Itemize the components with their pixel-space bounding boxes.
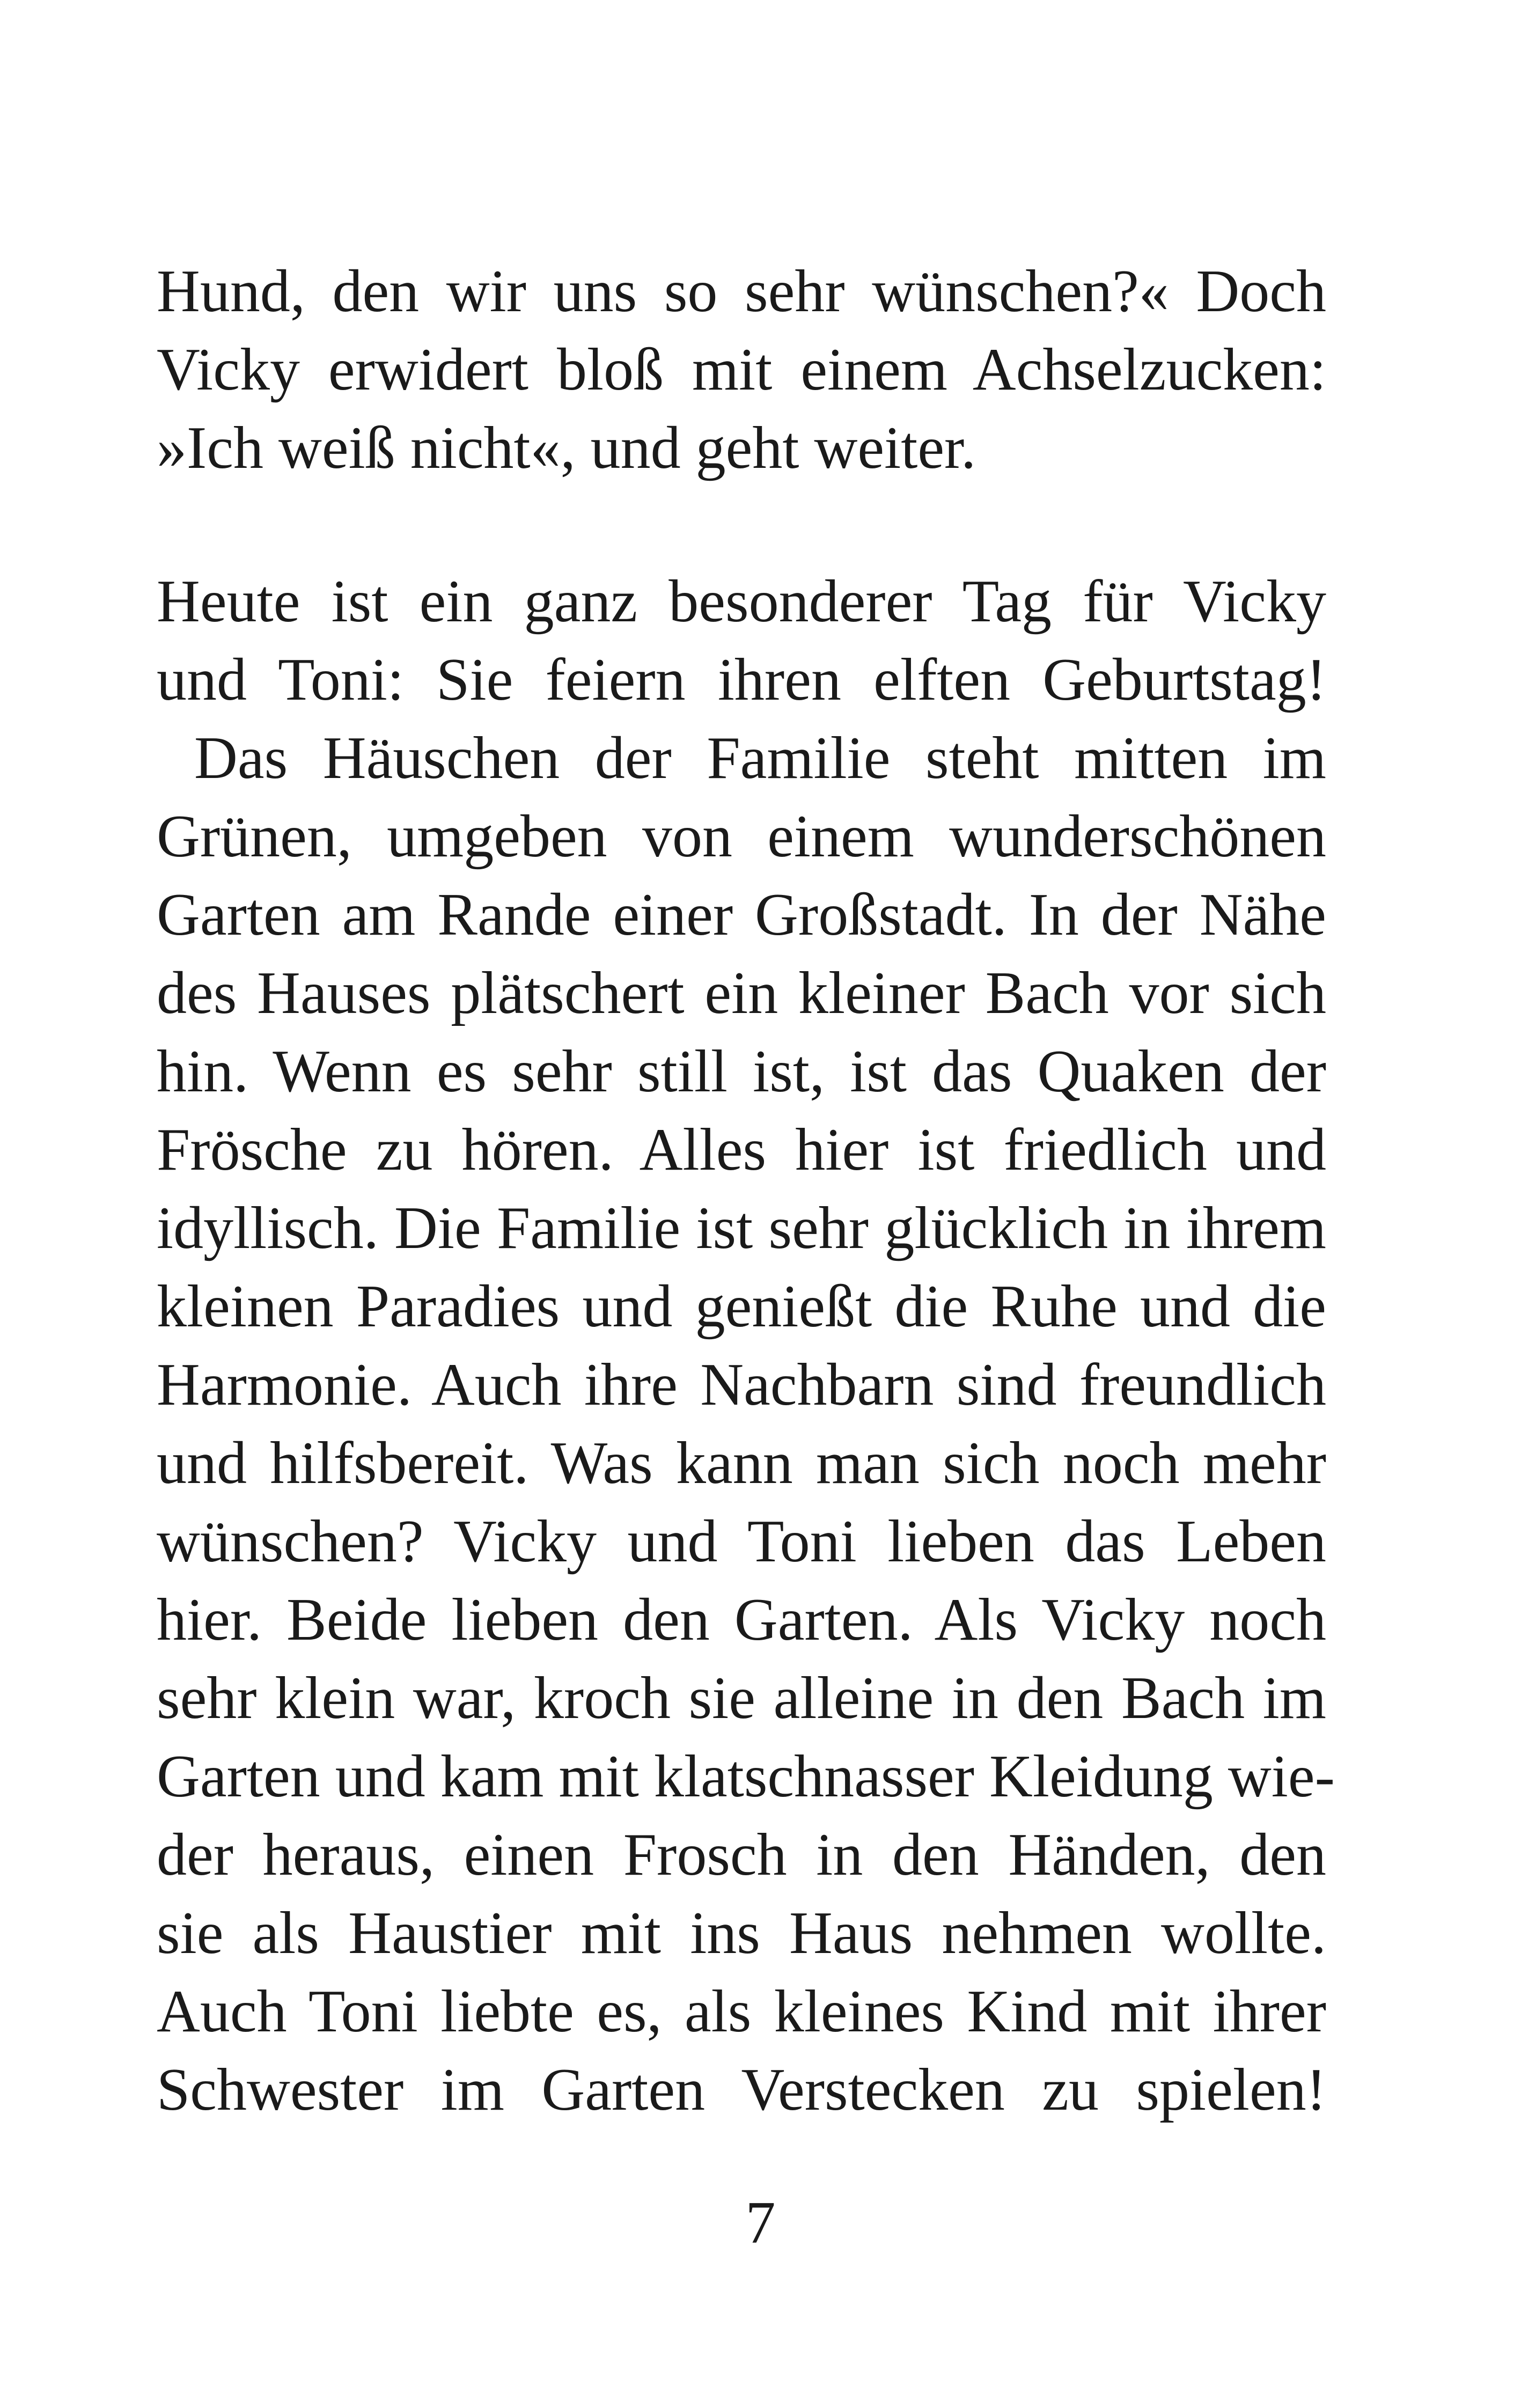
text-line: Schwester im Garten Verstecken zu spielen! [157, 2057, 1326, 2123]
text-line: des Hauses plätschert ein kleiner Bach vor sich [157, 960, 1326, 1026]
text-line: und Toni: Sie feiern ihren elften Geburtstag! [157, 647, 1326, 713]
text-line: Vicky erwidert bloß mit einem Achselzucken: [157, 336, 1326, 403]
text-line: Auch Toni liebte es, als kleines Kind mit ihrer [157, 1978, 1326, 2045]
text-line: und hilfsbereit. Was kann man sich noch mehr [157, 1430, 1326, 1496]
text-line: Garten am Rande einer Großstadt. In der Nähe [157, 882, 1326, 948]
text-line: sie als Haustier mit ins Haus nehmen wollte. [157, 1900, 1326, 1966]
text-line: wünschen? Vicky und Toni lieben das Leben [157, 1508, 1326, 1575]
text-line: hin. Wenn es sehr still ist, ist das Quaken der [157, 1038, 1326, 1105]
text-line: hier. Beide lieben den Garten. Als Vicky noch [157, 1587, 1326, 1653]
text-line: kleinen Paradies und genießt die Ruhe und die [157, 1273, 1326, 1340]
text-line: idyllisch. Die Familie ist sehr glücklich in ihrem [157, 1195, 1326, 1261]
text-line: Das Häuschen der Familie steht mitten im [194, 725, 1326, 791]
text-line: Heute ist ein ganz besonderer Tag für Vicky [157, 568, 1326, 635]
text-line: Harmonie. Auch ihre Nachbarn sind freundlich [157, 1352, 1326, 1418]
text-line: Garten und kam mit klatschnasser Kleidung wie- [157, 1743, 1335, 1810]
text-line: »Ich weiß nicht«, und geht weiter. [157, 415, 976, 481]
text-line: der heraus, einen Frosch in den Händen, den [157, 1822, 1326, 1888]
text-line: Grünen, umgeben von einem wunderschönen [157, 803, 1326, 870]
page-number: 7 [745, 2190, 776, 2256]
text-line: Frösche zu hören. Alles hier ist friedlich und [157, 1117, 1326, 1183]
text-line: sehr klein war, kroch sie alleine in den Bach im [157, 1665, 1326, 1731]
text-line: Hund, den wir uns so sehr wünschen?« Doch [157, 258, 1326, 325]
